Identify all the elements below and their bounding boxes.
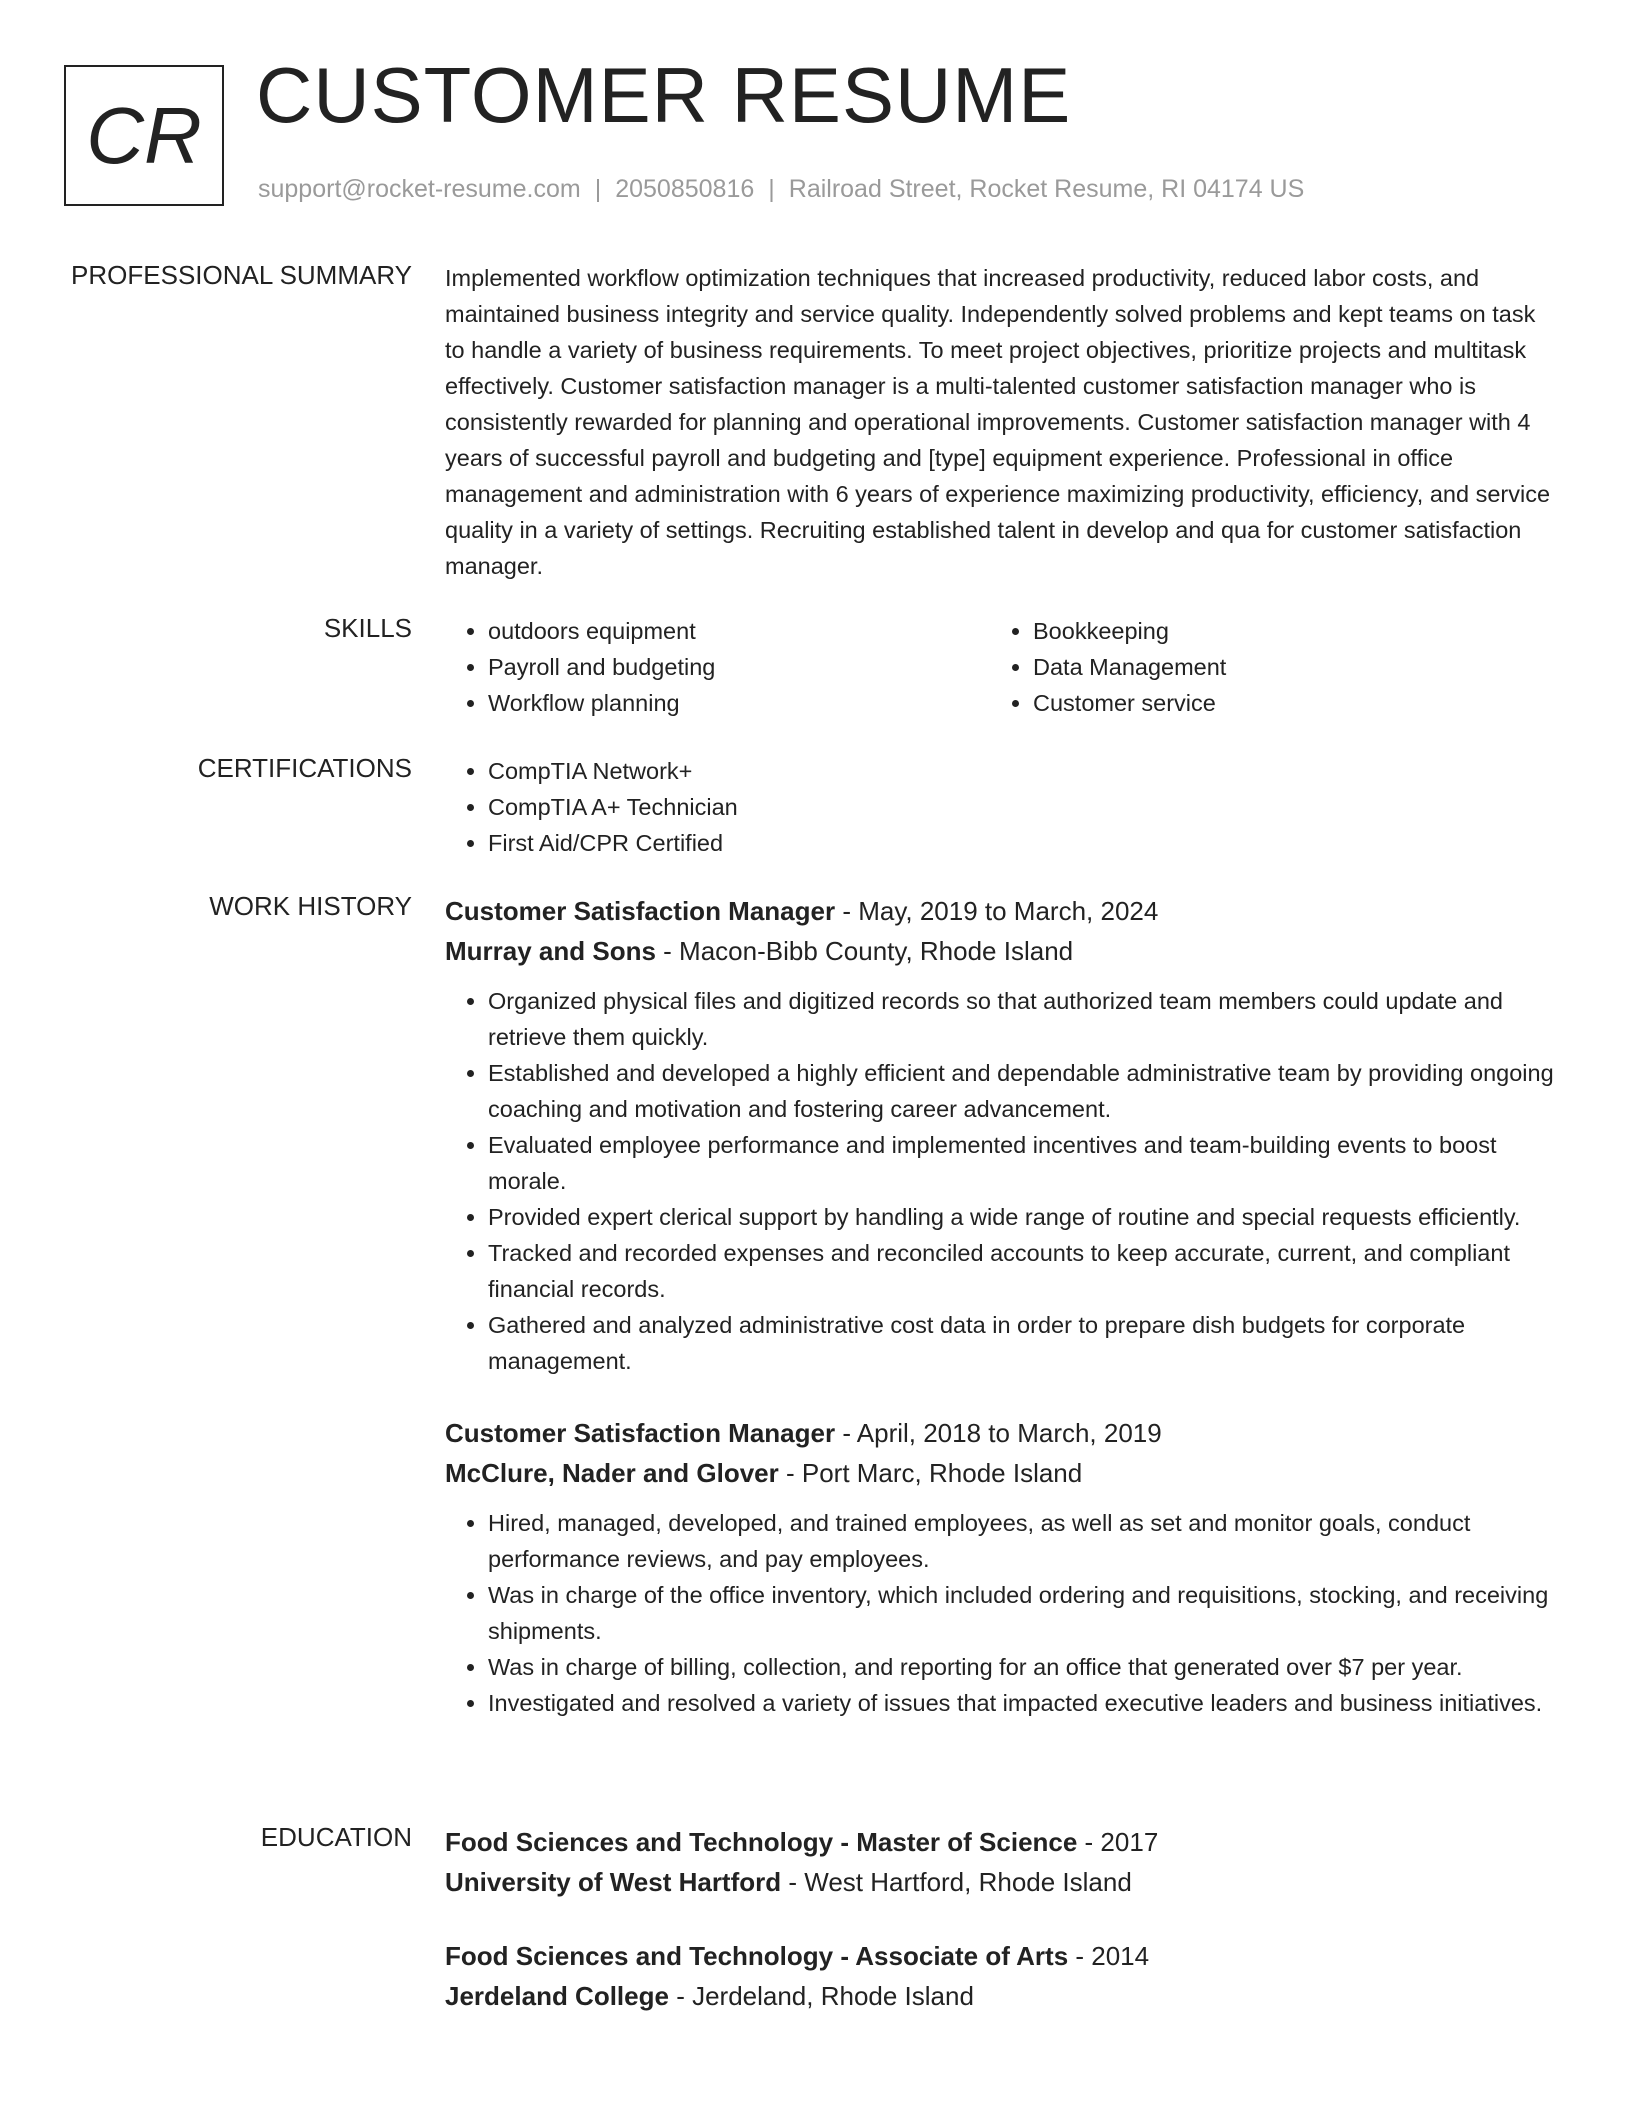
school-location: - West Hartford, Rhode Island	[781, 1867, 1132, 1897]
certifications-list	[445, 753, 1560, 861]
summary-text: Implemented workflow optimization techniques that increased productivity, reduced labor costs, and maintained business integrity and service quality. Independently solved problems and kept teams on task to handle a variety of business requirements. To meet project objectives, prioritize projects and multitask effectively. Customer satisfaction manager is a multi-talented customer satisfaction manager who is consistently rewarded for planning and operational improvements. Customer satisfaction manager with 4 years of successful payroll and budgeting and [type] equipment experience. Professional in office management and administration with 6 years of experience maximizing productivity, efficiency, and service quality in a variety of settings. Recruiting established talent in develop and qua for customer satisfaction manager.	[445, 265, 1551, 579]
school-location: - Jerdeland, Rhode Island	[668, 1981, 974, 2011]
education-list	[445, 1822, 1560, 2050]
job-entry	[445, 1413, 1560, 1721]
job-title-line	[445, 891, 1560, 931]
degree-year: - 2017	[1077, 1827, 1159, 1857]
certification-item: • First Aid/CPR Certified	[488, 825, 1560, 861]
section-label-summary: PROFESSIONAL SUMMARY	[71, 260, 412, 290]
job-bullet: • Investigated and resolved a variety of issues that impacted executive leaders and business initiatives.	[488, 1685, 1560, 1721]
job-bullets	[445, 1505, 1560, 1721]
section-label-certifications: CERTIFICATIONS	[197, 753, 412, 783]
contact-phone[interactable]: 2050850816	[615, 175, 755, 203]
skill-item: • Customer service	[1033, 685, 1535, 721]
degree: Food Sciences and Technology - Master of Science	[445, 1827, 1078, 1857]
school-line	[445, 1976, 1560, 2016]
degree: Food Sciences and Technology - Associate of Arts	[445, 1941, 1069, 1971]
contact-separator: |	[594, 175, 602, 203]
contact-address: Railroad Street, Rocket Resume, RI 04174 US	[788, 175, 1305, 203]
certification-item: • CompTIA Network+	[488, 753, 1560, 789]
resume-title: CUSTOMER RESUME	[256, 51, 1072, 139]
education-entry	[445, 1822, 1560, 1902]
job-bullet: • Was in charge of billing, collection, and reporting for an office that generated over $7 per year.	[488, 1649, 1560, 1685]
contact-email[interactable]: support@rocket-resume.com	[258, 175, 581, 203]
section-label-education: EDUCATION	[260, 1822, 412, 1852]
skill-item: • Workflow planning	[488, 685, 990, 721]
school-line	[445, 1862, 1560, 1902]
job-bullet: • Organized physical files and digitized records so that authorized team members could update and retrieve them quickly.	[488, 983, 1560, 1055]
job-bullet: • Evaluated employee performance and implemented incentives and team-building events to boost morale.	[488, 1127, 1560, 1199]
job-location: - Port Marc, Rhode Island	[778, 1458, 1083, 1488]
job-company: Murray and Sons	[445, 936, 656, 966]
section-label-skills: SKILLS	[323, 613, 412, 643]
job-title: Customer Satisfaction Manager	[445, 896, 836, 926]
skill-item: • Payroll and budgeting	[488, 649, 990, 685]
job-company-line	[445, 931, 1560, 971]
job-title-line	[445, 1413, 1560, 1453]
monogram-badge	[64, 65, 224, 206]
skill-item: • Data Management	[1033, 649, 1535, 685]
skills-list	[445, 613, 1560, 721]
contact-line	[258, 175, 1304, 204]
skill-item: • Bookkeeping	[1033, 613, 1535, 649]
certification-item: • CompTIA A+ Technician	[488, 789, 1560, 825]
degree-year: - 2014	[1068, 1941, 1150, 1971]
job-location: - Macon-Bibb County, Rhode Island	[655, 936, 1074, 966]
degree-line	[445, 1936, 1560, 1976]
job-bullets	[445, 983, 1560, 1379]
job-bullet: • Gathered and analyzed administrative cost data in order to prepare dish budgets for corporate management.	[488, 1307, 1560, 1379]
job-bullet: • Established and developed a highly efficient and dependable administrative team by providing ongoing coaching and motivation and fostering career advancement.	[488, 1055, 1560, 1127]
job-dates: - April, 2018 to March, 2019	[835, 1418, 1162, 1448]
monogram-initials: CR	[86, 90, 202, 180]
school: University of West Hartford	[445, 1867, 782, 1897]
job-entry	[445, 891, 1560, 1379]
work-history-list	[445, 891, 1560, 1755]
job-bullet: • Hired, managed, developed, and trained employees, as well as set and monitor goals, conduct performance reviews, and pay employees.	[488, 1505, 1560, 1577]
section-label-work-history: WORK HISTORY	[209, 891, 412, 921]
degree-line	[445, 1822, 1560, 1862]
education-entry	[445, 1936, 1560, 2016]
skill-item: • outdoors equipment	[488, 613, 990, 649]
job-bullet: • Was in charge of the office inventory, which included ordering and requisitions, stocking, and receiving shipments.	[488, 1577, 1560, 1649]
job-title: Customer Satisfaction Manager	[445, 1418, 836, 1448]
job-bullet: • Tracked and recorded expenses and reconciled accounts to keep accurate, current, and compliant financial records.	[488, 1235, 1560, 1307]
job-bullet: • Provided expert clerical support by handling a wide range of routine and special requests efficiently.	[488, 1199, 1560, 1235]
school: Jerdeland College	[445, 1981, 669, 2011]
job-company: McClure, Nader and Glover	[445, 1458, 779, 1488]
contact-separator: |	[768, 175, 775, 203]
job-dates: - May, 2019 to March, 2024	[835, 896, 1159, 926]
job-company-line	[445, 1453, 1560, 1493]
